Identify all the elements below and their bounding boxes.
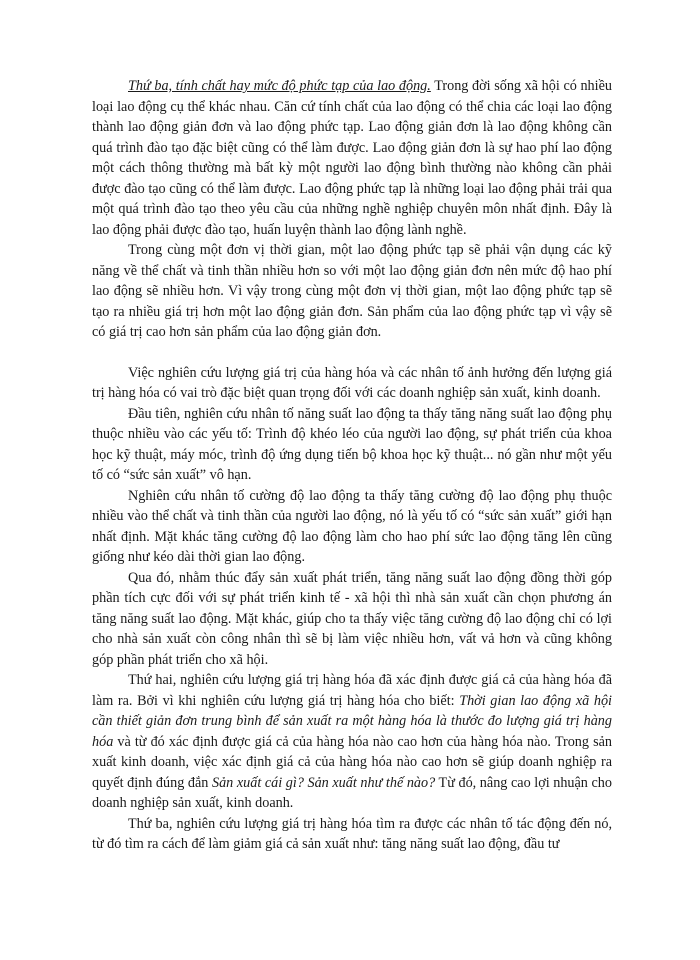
paragraph-productivity: Đầu tiên, nghiên cứu nhân tố năng suất lao động ta thấy tăng năng suất lao động phụ thuộc nhiều vào các yếu tố: Trình độ khéo léo của người lao động, sự phát triển của khoa học kỹ thuật, máy móc, trình độ ứng dụng tiến bộ khoa học kỹ thuật... nó gần như một yếu tố có “sức sản xuất” vô hạn.: [92, 405, 612, 483]
paragraph-second: [92, 670, 612, 814]
paragraph-research-role: Việc nghiên cứu lượng giá trị của hàng hóa và các nhân tố ảnh hưởng đến lượng giá trị hàng hóa có vai trò đặc biệt quan trọng đối với các doanh nghiệp sản xuất, kinh doanh.: [92, 364, 612, 401]
paragraph-emphasis: Thời gian lao động xã hội cần thiết giản đơn trung bình để sản xuất ra một hàng hóa là thước đo lượng giá trị hàng hóa: [92, 692, 613, 750]
paragraph-complex-labor: Trong cùng một đơn vị thời gian, một lao động phức tạp sẽ phải vận dụng các kỹ năng về thể chất và tinh thần nhiều hơn so với một lao động giản đơn nên mức độ hao phí lao động sẽ nhiều hơn. Vì vậy trong cùng một đơn vị thời gian, một lao động phức tạp sẽ tạo ra nhiều giá trị hơn một lao động giản đơn. Sản phẩm của lao động phức tạp vì vậy sẽ có giá trị cao hơn sản phẩm của lao động giản đơn.: [92, 242, 612, 340]
document-page: [92, 76, 612, 855]
paragraph-text: và từ đó xác định được giá cả của hàng hóa nào cao hơn của hàng hóa nào. Trong sản xuất kinh doanh, việc xác định giá cả của hàng hóa nào cao hơn sẽ giúp doanh nghiệp ra quyết định đúng đắn: [92, 733, 612, 791]
paragraph-intensity: Nghiên cứu nhân tố cường độ lao động ta thấy tăng cường độ lao động phụ thuộc nhiều vào thể chất và tinh thần của người lao động, nó là yếu tố có “sức sản xuất” giới hạn nhất định. Mặt khác tăng cường độ lao động làm cho hao phí sức lao động tăng lên cũng giống như kéo dài thời gian lao động.: [92, 487, 612, 565]
paragraph-complexity: [92, 76, 612, 240]
paragraph-conclusion: Qua đó, nhằm thúc đẩy sản xuất phát triển, tăng năng suất lao động đồng thời góp phần tích cực đối với sự phát triển kinh tế - xã hội thì nhà sản xuất cần chọn phương án tăng năng suất lao động. Mặt khác, giúp cho ta thấy việc tăng cường độ lao động chỉ có lợi cho nhà sản xuất còn công nhân thì sẽ bị làm việc nhiều hơn, vất vả hơn và cũng không góp phần phát triển cho xã hội.: [92, 569, 612, 668]
paragraph-text: Thứ hai, nghiên cứu lượng giá trị hàng hóa đã xác định được giá cả của hàng hóa đã làm ra. Bởi vì khi nghiên cứu lượng giá trị hàng hóa cho biết:: [92, 672, 612, 709]
paragraph-lead: Thứ ba, tính chất hay mức độ phức tạp của lao động.: [128, 78, 431, 94]
paragraph-text: Từ đó, nâng cao lợi nhuận cho doanh nghiệp sản xuất, kinh doanh.: [92, 774, 612, 811]
paragraph-emphasis: Sản xuất cái gì? Sản xuất như thế nào?: [211, 774, 436, 791]
paragraph-text: Trong đời sống xã hội có nhiều loại lao động cụ thể khác nhau. Căn cứ tính chất của lao động có thể chia các loại lao động thành lao động giản đơn và lao động phức tạp. Lao động giản đơn là lao động không cần quá trình đào tạo đặc biệt cũng có thể làm được. Lao động giản đơn là sự hao phí lao động một cách thông thường mà bất kỳ một người lao động bình thường nào không cần phải được đào tạo cũng có thể làm được. Lao động phức tạp là những loại lao động phải trải qua một quá trình đào tạo theo yêu cầu của những nghề nghiệp chuyên môn nhất định. Đây là lao động phải được đào tạo, huấn luyện thành lao động lành nghề.: [92, 78, 612, 238]
paragraph-gap: [92, 343, 612, 363]
paragraph-third: Thứ ba, nghiên cứu lượng giá trị hàng hóa tìm ra được các nhân tố tác động đến nó, từ đó tìm ra cách để làm giảm giá cả sản xuất như: tăng năng suất lao động, đầu tư: [92, 815, 612, 852]
